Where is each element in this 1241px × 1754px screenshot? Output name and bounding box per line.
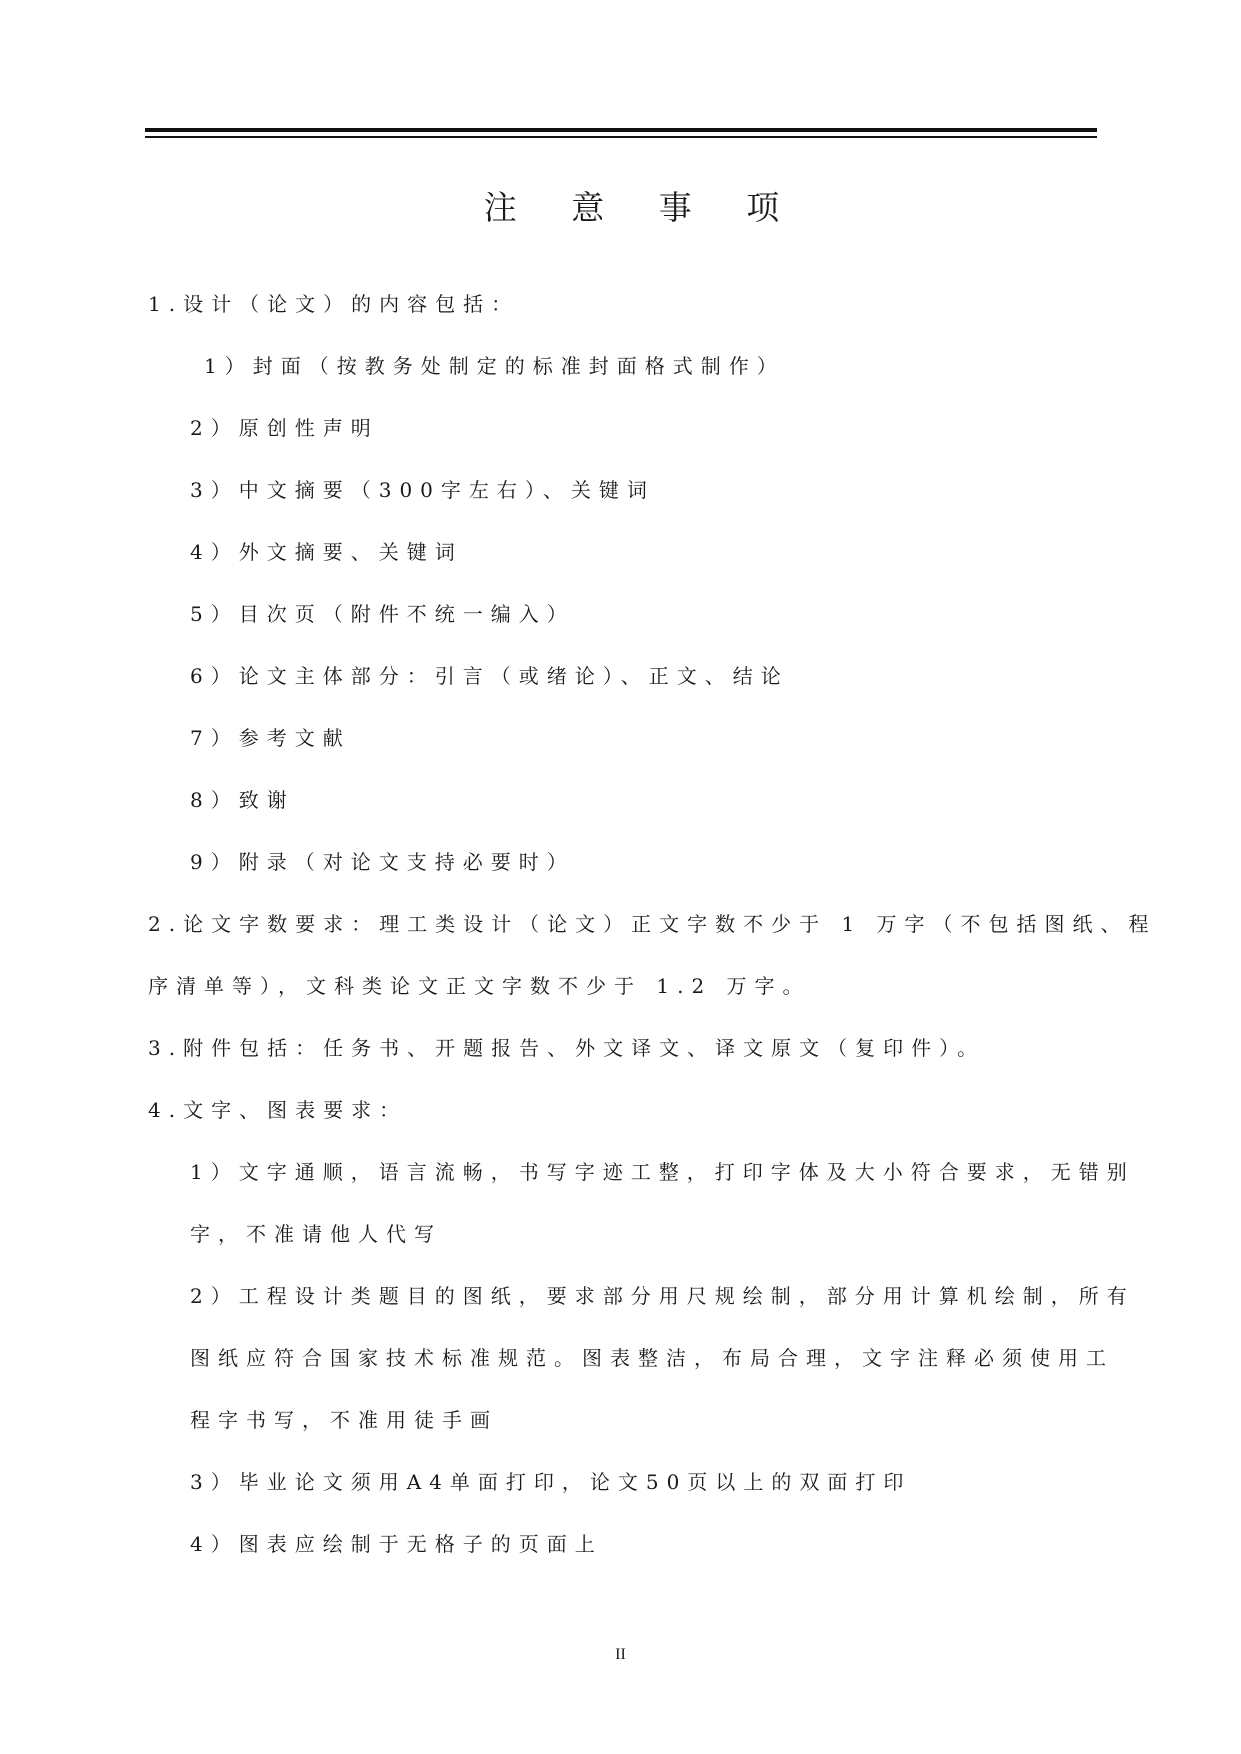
header-rule-thick [145, 128, 1097, 132]
list-item: 4）外文摘要、关键词 [190, 540, 463, 564]
list-item: 4）图表应绘制于无格子的页面上 [190, 1532, 603, 1556]
list-item: 2）原创性声明 [190, 416, 379, 440]
list-item: 3）中文摘要（300字左右）、关键词 [190, 478, 655, 502]
list-item: 7）参考文献 [190, 726, 351, 750]
list-item: 8）致谢 [190, 788, 295, 812]
list-item: 1）文字通顺，语言流畅，书写字迹工整，打印字体及大小符合要求，无错别 [190, 1160, 1135, 1184]
list-item: 5）目次页（附件不统一编入） [190, 602, 575, 626]
list-item: 3）毕业论文须用A4单面打印，论文50页以上的双面打印 [190, 1470, 912, 1494]
list-item: 2）工程设计类题目的图纸，要求部分用尺规绘制，部分用计算机绘制，所有 [190, 1284, 1135, 1308]
section-4-heading: 4.文字、图表要求： [148, 1098, 408, 1122]
list-item: 9）附录（对论文支持必要时） [190, 850, 575, 874]
list-item: 1）封面（按教务处制定的标准封面格式制作） [204, 354, 785, 378]
section-2-heading: 2.论文字数要求：理工类设计（论文）正文字数不少于 1 万字（不包括图纸、程 [148, 912, 1157, 936]
section-3-heading: 3.附件包括：任务书、开题报告、外文译文、译文原文（复印件）。 [148, 1036, 986, 1060]
page-number: II [615, 1646, 626, 1663]
list-item-continuation: 图纸应符合国家技术标准规范。图表整洁，布局合理，文字注释必须使用工 [190, 1346, 1114, 1370]
list-item-continuation: 程字书写，不准用徒手画 [190, 1408, 498, 1432]
list-item: 6）论文主体部分：引言（或绪论）、正文、结论 [190, 664, 789, 688]
list-item-continuation: 字，不准请他人代写 [190, 1222, 442, 1246]
page-title: 注 意 事 项 [483, 188, 802, 227]
section-1-heading: 1.设计（论文）的内容包括： [148, 292, 520, 316]
header-rule-thin [145, 136, 1097, 138]
section-2-continuation: 序清单等），文科类论文正文字数不少于 1.2 万字。 [148, 974, 811, 998]
